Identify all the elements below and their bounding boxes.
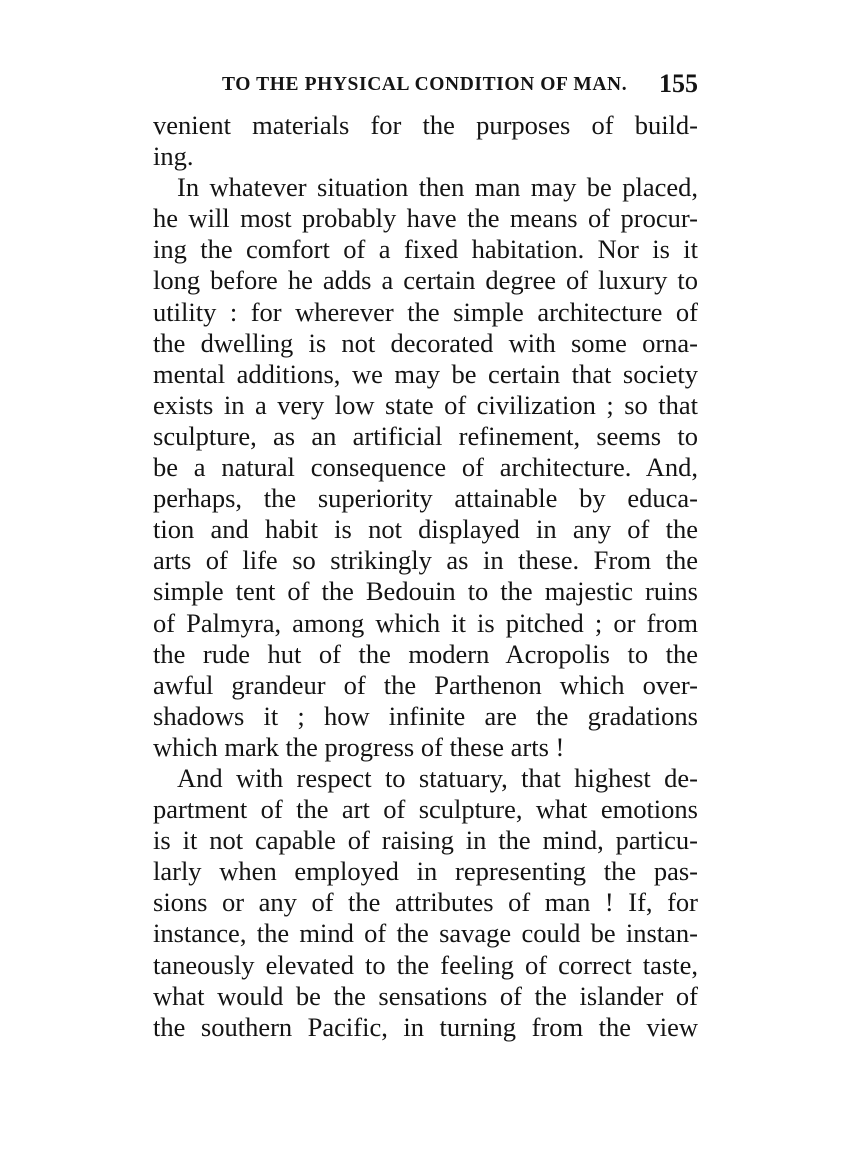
text-line: he will most probably have the means of procur- <box>153 203 698 234</box>
text-line: which mark the progress of these arts ! <box>153 731 565 762</box>
text-line: venient materials for the purposes of build- <box>153 110 698 140</box>
text-line: sculpture, as an artificial refinement, seems to <box>153 420 698 451</box>
text-line: of Palmyra, among which it is pitched ; or from <box>153 607 698 638</box>
text-line: mental additions, we may be certain that society <box>153 358 698 389</box>
text-line: And with respect to statuary, that highest de- <box>177 762 698 793</box>
text-line: awful grandeur of the Parthenon which over- <box>153 669 698 700</box>
page-number: 155 <box>659 69 698 98</box>
running-head <box>152 68 700 102</box>
text-line: the rude hut of the modern Acropolis to the <box>153 638 698 669</box>
text-line: perhaps, the superiority attainable by educa- <box>153 483 698 514</box>
text-line: what would be the sensations of the islander of <box>153 980 698 1011</box>
text-line: instance, the mind of the savage could be instan- <box>153 918 698 949</box>
text-line: In whatever situation then man may be placed, <box>177 172 698 203</box>
text-line: utility : for wherever the simple architecture of <box>153 296 698 327</box>
text-line: arts of life so strikingly as in these. From the <box>153 545 698 576</box>
text-line: ing. <box>153 141 194 172</box>
text-line: shadows it ; how infinite are the gradations <box>153 700 698 731</box>
text-line: be a natural consequence of architecture. And, <box>153 452 698 483</box>
text-line: larly when employed in representing the pas- <box>153 856 698 887</box>
text-line: is it not capable of raising in the mind, particu- <box>153 825 698 856</box>
running-title: TO THE PHYSICAL CONDITION OF MAN. <box>222 74 628 95</box>
text-line: taneously elevated to the feeling of correct taste, <box>153 949 698 980</box>
text-line: simple tent of the Bedouin to the majestic ruins <box>153 576 698 607</box>
text-line: partment of the art of sculpture, what emotions <box>153 794 698 825</box>
text-line: sions or any of the attributes of man ! If, for <box>153 887 698 918</box>
text-line: exists in a very low state of civilization ; so that <box>153 389 698 420</box>
text-line: tion and habit is not displayed in any of the <box>153 514 698 545</box>
body-text <box>153 110 698 1043</box>
text-line: the dwelling is not decorated with some orna- <box>153 327 698 358</box>
text-line: ing the comfort of a fixed habitation. Nor is it <box>153 234 698 265</box>
text-line: the southern Pacific, in turning from the view <box>153 1011 698 1042</box>
text-line: long before he adds a certain degree of luxury to <box>153 265 698 296</box>
